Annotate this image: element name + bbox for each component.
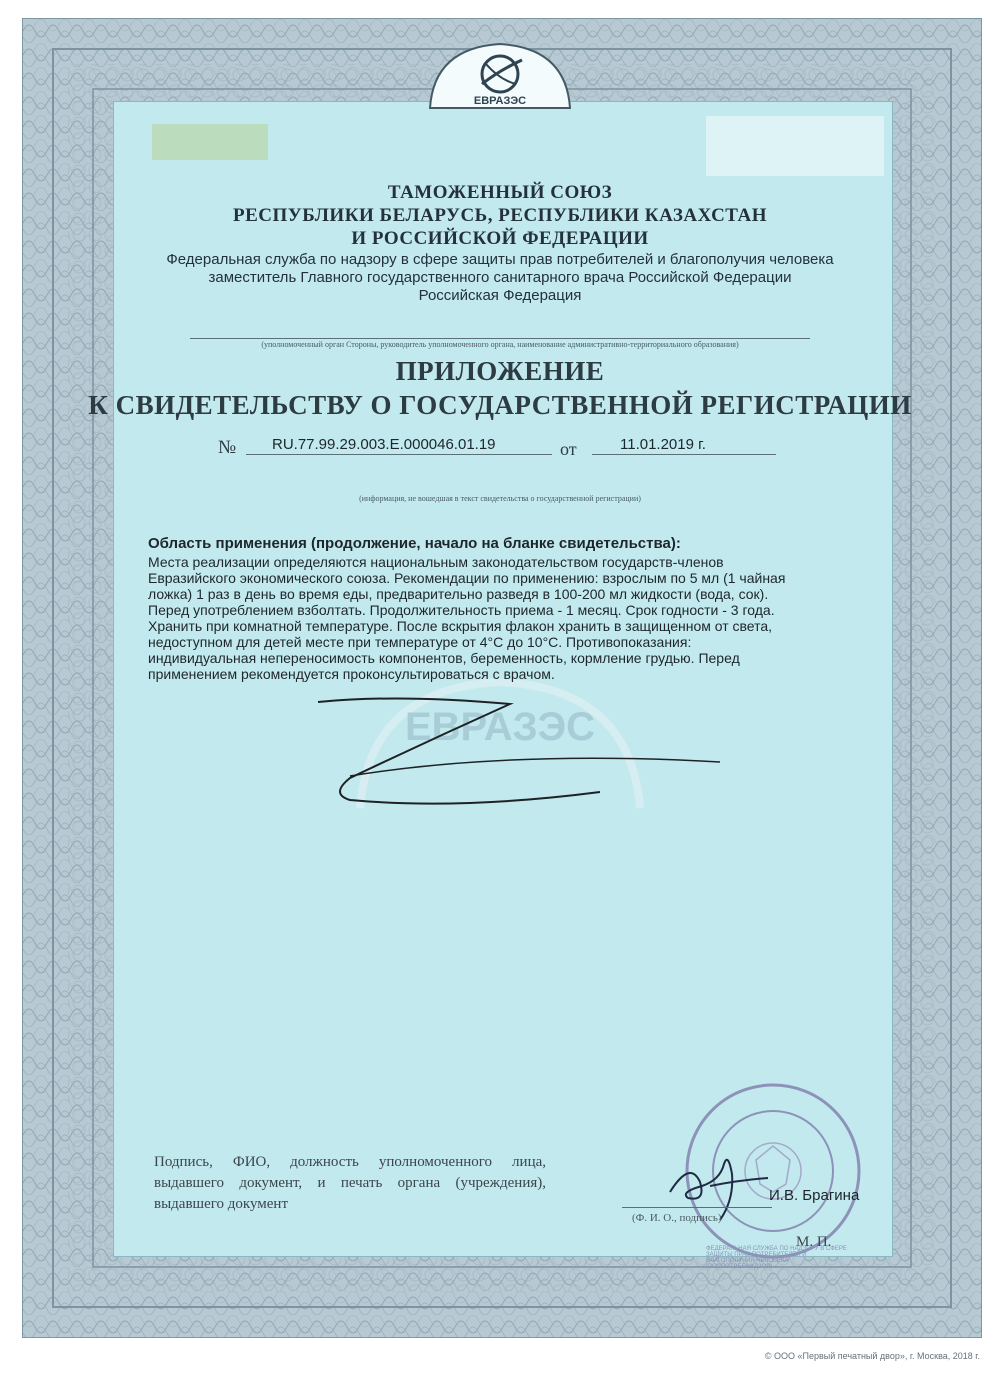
content-line: Хранить при комнатной температуре. После вскрытия флакон хранить в защищенном от света, — [148, 618, 773, 634]
header-line-3: И РОССИЙСКОЙ ФЕДЕРАЦИИ — [351, 228, 649, 249]
content-line: Места реализации определяются национальным законодательством государств-членов — [148, 554, 724, 570]
blank-patch — [706, 116, 884, 176]
header-line-5: заместитель Главного государственного санитарного врача Российской Федерации — [208, 269, 792, 286]
z-line-mark — [310, 690, 730, 820]
date-label: от — [560, 439, 577, 459]
registration-caption: (информация, не вошедшая в текст свидетельства о государственной регистрации) — [359, 494, 641, 503]
content-line: ложка) 1 раз в день во время еды, предварительно разведя в 100-200 мл жидкости (вода, сок). — [148, 586, 769, 602]
date-underline — [592, 454, 776, 455]
seal-label: М. П. — [796, 1234, 832, 1250]
header-caption: (уполномоченный орган Стороны, руководитель уполномоченного органа, наименование административно-территориального образования) — [261, 340, 739, 349]
signature-underline — [622, 1207, 772, 1208]
fio-label: (Ф. И. О., подпись) — [632, 1212, 722, 1224]
logo-text: ЕВРАЗЭС — [473, 95, 527, 107]
signature-caption: Подпись, ФИО, должность уполномоченного лица, выдавшего документ, и печать органа (учреждения), выдавшего документ — [154, 1154, 546, 1212]
stamp-text: ФЕДЕРАЛЬНАЯ СЛУЖБА ПО НАДЗОРУ В СФЕРЕ ЗАЩИТЫ ПРАВ ПОТРЕБИТЕЛЕЙ И БЛАГОПОЛУЧИЯ ЧЕЛОВЕКА (РОСПОТРЕБНАДЗОР) — [706, 1246, 847, 1270]
content-line: применением рекомендуется проконсультироваться с врачом. — [148, 666, 555, 682]
document-subtitle: К СВИДЕТЕЛЬСТВУ О ГОСУДАРСТВЕННОЙ РЕГИСТРАЦИИ — [88, 390, 912, 420]
printer-credit: © ООО «Первый печатный двор», г. Москва, 2018 г. — [764, 1351, 980, 1361]
content-line: Евразийского экономического союза. Рекомендации по применению: взрослым по 5 мл (1 чайная — [148, 570, 786, 586]
content-heading: Область применения (продолжение, начало на бланке свидетельства): — [148, 535, 681, 552]
registration-date: 11.01.2019 г. — [620, 436, 706, 453]
number-underline — [246, 454, 552, 455]
number-label: № — [218, 437, 237, 458]
content-block — [148, 536, 883, 682]
signer-name: И.В. Брагина — [769, 1187, 860, 1204]
content-line: недоступном для детей месте при температуре от 4°С до 10°С. Противопоказания: — [148, 634, 692, 650]
header-line-1: ТАМОЖЕННЫЙ СОЮЗ — [387, 182, 613, 203]
hologram-patch — [152, 124, 268, 160]
divider — [190, 338, 810, 339]
header-line-6: Российская Федерация — [418, 287, 582, 304]
header-line-4: Федеральная служба по надзору в сфере защиты прав потребителей и благополучия человека — [166, 251, 834, 268]
content-line: индивидуальная непереносимость компонентов, беременность, кормление грудью. Перед — [148, 650, 740, 666]
header-line-2: РЕСПУБЛИКИ БЕЛАРУСЬ, РЕСПУБЛИКИ КАЗАХСТАН — [232, 205, 768, 226]
content-line: Перед употреблением взболтать. Продолжительность приема - 1 месяц. Срок годности - 3 года. — [148, 602, 775, 618]
document-title: ПРИЛОЖЕНИЕ — [395, 356, 605, 386]
eurasec-logo — [424, 40, 576, 110]
registration-number: RU.77.99.29.003.E.000046.01.19 — [272, 436, 496, 453]
watermark-text: ЕВРАЗЭС — [404, 705, 596, 749]
